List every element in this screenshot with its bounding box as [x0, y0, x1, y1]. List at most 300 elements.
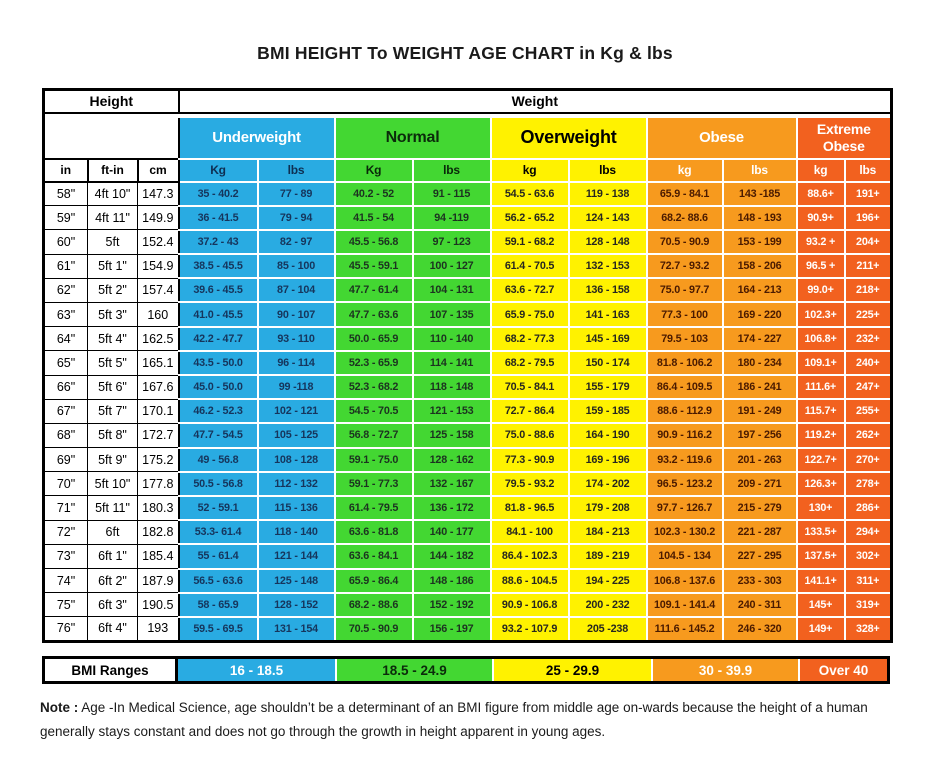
category-overweight: Overweight [491, 117, 647, 159]
col-obese-kg: 106.8 - 137.6 [647, 569, 723, 593]
col-overweight-kg: 79.5 - 93.2 [491, 472, 569, 496]
col-normal-kg: 47.7 - 61.4 [335, 278, 413, 302]
col-overweight-lbs: 145 - 169 [569, 327, 647, 351]
col-cm: 154.9 [138, 254, 179, 278]
col-underweight-kg: 50.5 - 56.8 [179, 472, 258, 496]
col-overweight-lbs: 184 - 213 [569, 520, 647, 544]
col-normal-lbs: 97 - 123 [413, 230, 491, 254]
unit-underweight-kg: Kg [179, 159, 258, 182]
table-row [44, 206, 892, 230]
col-normal-kg: 61.4 - 79.5 [335, 496, 413, 520]
col-extreme-obese-lbs: 270+ [845, 448, 892, 472]
col-overweight-kg: 93.2 - 107.9 [491, 617, 569, 641]
col-overweight-kg: 54.5 - 63.6 [491, 182, 569, 206]
col-extreme-obese-kg: 96.5 + [797, 254, 845, 278]
col-in: 59" [44, 206, 88, 230]
col-normal-kg: 59.1 - 75.0 [335, 448, 413, 472]
col-underweight-kg: 46.2 - 52.3 [179, 399, 258, 423]
col-overweight-lbs: 150 - 174 [569, 351, 647, 375]
table-row [44, 569, 892, 593]
category-obese: Obese [647, 117, 797, 159]
col-obese-lbs: 240 - 311 [723, 593, 797, 617]
col-extreme-obese-kg: 93.2 + [797, 230, 845, 254]
col-normal-lbs: 94 -119 [413, 206, 491, 230]
col-underweight-kg: 49 - 56.8 [179, 448, 258, 472]
col-extreme-obese-kg: 90.9+ [797, 206, 845, 230]
col-obese-kg: 77.3 - 100 [647, 302, 723, 326]
col-overweight-kg: 75.0 - 88.6 [491, 423, 569, 447]
col-underweight-lbs: 85 - 100 [258, 254, 335, 278]
col-overweight-kg: 81.8 - 96.5 [491, 496, 569, 520]
col-normal-kg: 63.6 - 81.8 [335, 520, 413, 544]
bmi-range-extreme-obese: Over 40 [798, 659, 887, 681]
col-obese-lbs: 197 - 256 [723, 423, 797, 447]
col-extreme-obese-kg: 122.7+ [797, 448, 845, 472]
col-underweight-lbs: 125 - 148 [258, 569, 335, 593]
unit-header-row [44, 159, 892, 182]
col-extreme-obese-lbs: 262+ [845, 423, 892, 447]
col-normal-lbs: 156 - 197 [413, 617, 491, 641]
col-ft-in: 5ft 8" [88, 423, 138, 447]
col-overweight-lbs: 200 - 232 [569, 593, 647, 617]
col-underweight-lbs: 96 - 114 [258, 351, 335, 375]
col-normal-lbs: 91 - 115 [413, 182, 491, 206]
col-underweight-lbs: 112 - 132 [258, 472, 335, 496]
col-normal-kg: 50.0 - 65.9 [335, 327, 413, 351]
col-extreme-obese-lbs: 302+ [845, 544, 892, 568]
col-in: 58" [44, 182, 88, 206]
table-row [44, 472, 892, 496]
col-underweight-kg: 42.2 - 47.7 [179, 327, 258, 351]
col-ft-in: 5ft 9" [88, 448, 138, 472]
col-obese-lbs: 143 -185 [723, 182, 797, 206]
col-cm: 190.5 [138, 593, 179, 617]
col-obese-lbs: 209 - 271 [723, 472, 797, 496]
table-row [44, 617, 892, 641]
category-normal: Normal [335, 117, 491, 159]
col-obese-kg: 104.5 - 134 [647, 544, 723, 568]
col-normal-lbs: 148 - 186 [413, 569, 491, 593]
col-obese-lbs: 186 - 241 [723, 375, 797, 399]
col-overweight-lbs: 136 - 158 [569, 278, 647, 302]
table-row [44, 182, 892, 206]
col-extreme-obese-kg: 137.5+ [797, 544, 845, 568]
col-in: 75" [44, 593, 88, 617]
col-overweight-lbs: 169 - 196 [569, 448, 647, 472]
col-extreme-obese-kg: 111.6+ [797, 375, 845, 399]
col-overweight-lbs: 141 - 163 [569, 302, 647, 326]
col-extreme-obese-kg: 126.3+ [797, 472, 845, 496]
col-obese-lbs: 180 - 234 [723, 351, 797, 375]
col-cm: 165.1 [138, 351, 179, 375]
col-obese-kg: 86.4 - 109.5 [647, 375, 723, 399]
table-row [44, 327, 892, 351]
weight-group-header: Weight [179, 90, 892, 113]
col-in: 73" [44, 544, 88, 568]
col-ft-in: 5ft 11" [88, 496, 138, 520]
col-underweight-kg: 36 - 41.5 [179, 206, 258, 230]
col-in: 74" [44, 569, 88, 593]
height-group-header: Height [44, 90, 179, 113]
col-underweight-kg: 52 - 59.1 [179, 496, 258, 520]
col-underweight-lbs: 90 - 107 [258, 302, 335, 326]
col-underweight-kg: 47.7 - 54.5 [179, 423, 258, 447]
col-in: 64" [44, 327, 88, 351]
bmi-range-overweight: 25 - 29.9 [492, 659, 651, 681]
col-overweight-lbs: 174 - 202 [569, 472, 647, 496]
col-extreme-obese-kg: 106.8+ [797, 327, 845, 351]
unit-overweight-lbs: lbs [569, 159, 647, 182]
col-cm: 157.4 [138, 278, 179, 302]
col-normal-lbs: 140 - 177 [413, 520, 491, 544]
col-underweight-kg: 41.0 - 45.5 [179, 302, 258, 326]
note-text [40, 696, 906, 743]
col-extreme-obese-lbs: 286+ [845, 496, 892, 520]
col-header-ft-in: ft-in [88, 159, 138, 182]
col-extreme-obese-kg: 141.1+ [797, 569, 845, 593]
col-obese-lbs: 174 - 227 [723, 327, 797, 351]
col-normal-kg: 63.6 - 84.1 [335, 544, 413, 568]
col-in: 72" [44, 520, 88, 544]
col-extreme-obese-lbs: 278+ [845, 472, 892, 496]
col-underweight-kg: 43.5 - 50.0 [179, 351, 258, 375]
col-overweight-kg: 59.1 - 68.2 [491, 230, 569, 254]
col-normal-kg: 54.5 - 70.5 [335, 399, 413, 423]
table-row [44, 278, 892, 302]
col-normal-kg: 65.9 - 86.4 [335, 569, 413, 593]
col-normal-kg: 45.5 - 56.8 [335, 230, 413, 254]
table-header-row [44, 90, 892, 113]
col-overweight-kg: 68.2 - 79.5 [491, 351, 569, 375]
col-overweight-kg: 90.9 - 106.8 [491, 593, 569, 617]
col-obese-kg: 72.7 - 93.2 [647, 254, 723, 278]
col-underweight-lbs: 99 -118 [258, 375, 335, 399]
col-cm: 167.6 [138, 375, 179, 399]
bmi-ranges-bar [42, 656, 890, 684]
page-title: BMI HEIGHT To WEIGHT AGE CHART in Kg & lbs [257, 43, 673, 63]
bmi-table [42, 88, 893, 643]
col-in: 62" [44, 278, 88, 302]
col-cm: 152.4 [138, 230, 179, 254]
col-normal-lbs: 136 - 172 [413, 496, 491, 520]
bmi-range-obese: 30 - 39.9 [651, 659, 798, 681]
blank-cell [44, 117, 179, 159]
col-normal-lbs: 121 - 153 [413, 399, 491, 423]
col-obese-lbs: 191 - 249 [723, 399, 797, 423]
unit-normal-kg: Kg [335, 159, 413, 182]
col-overweight-kg: 61.4 - 70.5 [491, 254, 569, 278]
col-extreme-obese-lbs: 196+ [845, 206, 892, 230]
unit-normal-lbs: lbs [413, 159, 491, 182]
col-obese-lbs: 215 - 279 [723, 496, 797, 520]
col-underweight-lbs: 93 - 110 [258, 327, 335, 351]
col-overweight-kg: 65.9 - 75.0 [491, 302, 569, 326]
col-in: 69" [44, 448, 88, 472]
col-underweight-lbs: 131 - 154 [258, 617, 335, 641]
col-overweight-lbs: 194 - 225 [569, 569, 647, 593]
col-underweight-lbs: 87 - 104 [258, 278, 335, 302]
col-obese-lbs: 158 - 206 [723, 254, 797, 278]
col-underweight-lbs: 102 - 121 [258, 399, 335, 423]
col-overweight-lbs: 189 - 219 [569, 544, 647, 568]
col-ft-in: 5ft 2" [88, 278, 138, 302]
col-normal-lbs: 144 - 182 [413, 544, 491, 568]
col-overweight-lbs: 164 - 190 [569, 423, 647, 447]
col-extreme-obese-kg: 133.5+ [797, 520, 845, 544]
col-overweight-lbs: 179 - 208 [569, 496, 647, 520]
col-overweight-lbs: 159 - 185 [569, 399, 647, 423]
unit-obese-lbs: lbs [723, 159, 797, 182]
col-normal-lbs: 132 - 167 [413, 472, 491, 496]
col-extreme-obese-lbs: 240+ [845, 351, 892, 375]
col-normal-kg: 59.1 - 77.3 [335, 472, 413, 496]
unit-underweight-lbs: lbs [258, 159, 335, 182]
col-normal-kg: 52.3 - 65.9 [335, 351, 413, 375]
col-extreme-obese-lbs: 211+ [845, 254, 892, 278]
col-cm: 147.3 [138, 182, 179, 206]
col-obese-lbs: 233 - 303 [723, 569, 797, 593]
col-obese-kg: 75.0 - 97.7 [647, 278, 723, 302]
col-in: 67" [44, 399, 88, 423]
col-extreme-obese-kg: 115.7+ [797, 399, 845, 423]
col-underweight-kg: 35 - 40.2 [179, 182, 258, 206]
col-underweight-kg: 55 - 61.4 [179, 544, 258, 568]
col-underweight-lbs: 115 - 136 [258, 496, 335, 520]
col-extreme-obese-lbs: 255+ [845, 399, 892, 423]
col-normal-kg: 68.2 - 88.6 [335, 593, 413, 617]
col-in: 65" [44, 351, 88, 375]
col-normal-kg: 56.8 - 72.7 [335, 423, 413, 447]
col-in: 63" [44, 302, 88, 326]
col-underweight-kg: 53.3- 61.4 [179, 520, 258, 544]
col-normal-kg: 47.7 - 63.6 [335, 302, 413, 326]
col-extreme-obese-kg: 99.0+ [797, 278, 845, 302]
col-obese-kg: 88.6 - 112.9 [647, 399, 723, 423]
table-row [44, 230, 892, 254]
col-underweight-lbs: 77 - 89 [258, 182, 335, 206]
bmi-range-underweight: 16 - 18.5 [178, 659, 335, 681]
col-overweight-lbs: 132 - 153 [569, 254, 647, 278]
col-extreme-obese-lbs: 328+ [845, 617, 892, 641]
category-underweight: Underweight [179, 117, 335, 159]
table-row [44, 593, 892, 617]
col-underweight-kg: 38.5 - 45.5 [179, 254, 258, 278]
col-extreme-obese-kg: 119.2+ [797, 423, 845, 447]
col-in: 76" [44, 617, 88, 641]
col-normal-lbs: 152 - 192 [413, 593, 491, 617]
category-extreme-obese: Extreme Obese [797, 117, 892, 159]
col-extreme-obese-lbs: 247+ [845, 375, 892, 399]
table-row [44, 375, 892, 399]
col-extreme-obese-lbs: 225+ [845, 302, 892, 326]
col-overweight-kg: 86.4 - 102.3 [491, 544, 569, 568]
col-extreme-obese-kg: 102.3+ [797, 302, 845, 326]
col-ft-in: 5ft 1" [88, 254, 138, 278]
col-obese-lbs: 246 - 320 [723, 617, 797, 641]
table-row [44, 544, 892, 568]
col-ft-in: 6ft [88, 520, 138, 544]
table-row [44, 254, 892, 278]
col-ft-in: 5ft 7" [88, 399, 138, 423]
col-in: 61" [44, 254, 88, 278]
table-row [44, 399, 892, 423]
col-normal-lbs: 107 - 135 [413, 302, 491, 326]
col-ft-in: 6ft 3" [88, 593, 138, 617]
col-cm: 185.4 [138, 544, 179, 568]
col-normal-lbs: 110 - 140 [413, 327, 491, 351]
col-ft-in: 5ft 4" [88, 327, 138, 351]
col-underweight-lbs: 108 - 128 [258, 448, 335, 472]
col-extreme-obese-lbs: 294+ [845, 520, 892, 544]
col-ft-in: 4ft 11" [88, 206, 138, 230]
unit-overweight-kg: kg [491, 159, 569, 182]
col-underweight-kg: 58 - 65.9 [179, 593, 258, 617]
col-obese-lbs: 227 - 295 [723, 544, 797, 568]
col-in: 71" [44, 496, 88, 520]
col-obese-kg: 102.3 - 130.2 [647, 520, 723, 544]
col-underweight-lbs: 121 - 144 [258, 544, 335, 568]
col-extreme-obese-kg: 149+ [797, 617, 845, 641]
col-extreme-obese-kg: 145+ [797, 593, 845, 617]
col-cm: 172.7 [138, 423, 179, 447]
col-obese-lbs: 164 - 213 [723, 278, 797, 302]
col-normal-lbs: 125 - 158 [413, 423, 491, 447]
col-cm: 187.9 [138, 569, 179, 593]
col-obese-kg: 70.5 - 90.9 [647, 230, 723, 254]
col-overweight-lbs: 124 - 143 [569, 206, 647, 230]
note-label: Note : [40, 700, 79, 715]
col-overweight-kg: 84.1 - 100 [491, 520, 569, 544]
unit-extreme-obese-kg: kg [797, 159, 845, 182]
col-normal-kg: 45.5 - 59.1 [335, 254, 413, 278]
col-overweight-kg: 72.7 - 86.4 [491, 399, 569, 423]
col-overweight-kg: 56.2 - 65.2 [491, 206, 569, 230]
col-obese-kg: 93.2 - 119.6 [647, 448, 723, 472]
col-underweight-kg: 39.6 - 45.5 [179, 278, 258, 302]
col-cm: 160 [138, 302, 179, 326]
col-underweight-kg: 37.2 - 43 [179, 230, 258, 254]
unit-obese-kg: kg [647, 159, 723, 182]
col-in: 60" [44, 230, 88, 254]
col-cm: 182.8 [138, 520, 179, 544]
col-cm: 170.1 [138, 399, 179, 423]
col-extreme-obese-lbs: 204+ [845, 230, 892, 254]
col-overweight-lbs: 155 - 179 [569, 375, 647, 399]
bmi-ranges-label: BMI Ranges [45, 659, 178, 681]
col-cm: 180.3 [138, 496, 179, 520]
col-ft-in: 6ft 1" [88, 544, 138, 568]
col-underweight-kg: 56.5 - 63.6 [179, 569, 258, 593]
col-ft-in: 5ft 3" [88, 302, 138, 326]
col-overweight-lbs: 119 - 138 [569, 182, 647, 206]
col-cm: 162.5 [138, 327, 179, 351]
col-extreme-obese-lbs: 311+ [845, 569, 892, 593]
col-normal-kg: 41.5 - 54 [335, 206, 413, 230]
col-overweight-lbs: 128 - 148 [569, 230, 647, 254]
col-normal-kg: 52.3 - 68.2 [335, 375, 413, 399]
col-extreme-obese-lbs: 319+ [845, 593, 892, 617]
table-row [44, 496, 892, 520]
col-header-cm: cm [138, 159, 179, 182]
col-normal-lbs: 104 - 131 [413, 278, 491, 302]
col-overweight-kg: 77.3 - 90.9 [491, 448, 569, 472]
col-obese-kg: 97.7 - 126.7 [647, 496, 723, 520]
col-ft-in: 4ft 10" [88, 182, 138, 206]
col-underweight-lbs: 118 - 140 [258, 520, 335, 544]
col-obese-lbs: 201 - 263 [723, 448, 797, 472]
col-underweight-lbs: 82 - 97 [258, 230, 335, 254]
col-header-in: in [44, 159, 88, 182]
col-obese-kg: 79.5 - 103 [647, 327, 723, 351]
table-row [44, 448, 892, 472]
col-overweight-lbs: 205 -238 [569, 617, 647, 641]
col-underweight-kg: 59.5 - 69.5 [179, 617, 258, 641]
col-cm: 177.8 [138, 472, 179, 496]
col-ft-in: 5ft 6" [88, 375, 138, 399]
table-row [44, 520, 892, 544]
col-obese-kg: 111.6 - 145.2 [647, 617, 723, 641]
col-ft-in: 6ft 2" [88, 569, 138, 593]
col-normal-lbs: 128 - 162 [413, 448, 491, 472]
col-ft-in: 5ft [88, 230, 138, 254]
col-obese-kg: 96.5 - 123.2 [647, 472, 723, 496]
col-in: 66" [44, 375, 88, 399]
col-normal-lbs: 114 - 141 [413, 351, 491, 375]
col-normal-lbs: 100 - 127 [413, 254, 491, 278]
col-normal-kg: 40.2 - 52 [335, 182, 413, 206]
table-row [44, 302, 892, 326]
col-obese-kg: 109.1 - 141.4 [647, 593, 723, 617]
col-obese-lbs: 221 - 287 [723, 520, 797, 544]
category-header-row [44, 117, 892, 159]
col-normal-lbs: 118 - 148 [413, 375, 491, 399]
col-obese-kg: 90.9 - 116.2 [647, 423, 723, 447]
col-underweight-lbs: 79 - 94 [258, 206, 335, 230]
table-row [44, 351, 892, 375]
col-underweight-kg: 45.0 - 50.0 [179, 375, 258, 399]
col-ft-in: 6ft 4" [88, 617, 138, 641]
col-underweight-lbs: 128 - 152 [258, 593, 335, 617]
col-extreme-obese-kg: 130+ [797, 496, 845, 520]
col-extreme-obese-kg: 88.6+ [797, 182, 845, 206]
col-extreme-obese-lbs: 191+ [845, 182, 892, 206]
col-obese-kg: 65.9 - 84.1 [647, 182, 723, 206]
note-body: Age -In Medical Science, age shouldn’t be a determinant of an BMI figure from middle age on-wards because the height of a human generally stays constant and does not go through the growth in height apparent in young ages. [40, 700, 868, 739]
unit-extreme-obese-lbs: lbs [845, 159, 892, 182]
bmi-range-normal: 18.5 - 24.9 [335, 659, 492, 681]
col-cm: 193 [138, 617, 179, 641]
col-obese-kg: 81.8 - 106.2 [647, 351, 723, 375]
col-obese-lbs: 169 - 220 [723, 302, 797, 326]
col-in: 68" [44, 423, 88, 447]
table-row [44, 423, 892, 447]
col-normal-kg: 70.5 - 90.9 [335, 617, 413, 641]
col-ft-in: 5ft 10" [88, 472, 138, 496]
col-overweight-kg: 70.5 - 84.1 [491, 375, 569, 399]
col-extreme-obese-lbs: 232+ [845, 327, 892, 351]
col-extreme-obese-kg: 109.1+ [797, 351, 845, 375]
col-cm: 175.2 [138, 448, 179, 472]
col-overweight-kg: 68.2 - 77.3 [491, 327, 569, 351]
col-obese-lbs: 153 - 199 [723, 230, 797, 254]
col-ft-in: 5ft 5" [88, 351, 138, 375]
col-extreme-obese-lbs: 218+ [845, 278, 892, 302]
col-obese-kg: 68.2- 88.6 [647, 206, 723, 230]
col-obese-lbs: 148 - 193 [723, 206, 797, 230]
col-cm: 149.9 [138, 206, 179, 230]
col-overweight-kg: 63.6 - 72.7 [491, 278, 569, 302]
col-in: 70" [44, 472, 88, 496]
